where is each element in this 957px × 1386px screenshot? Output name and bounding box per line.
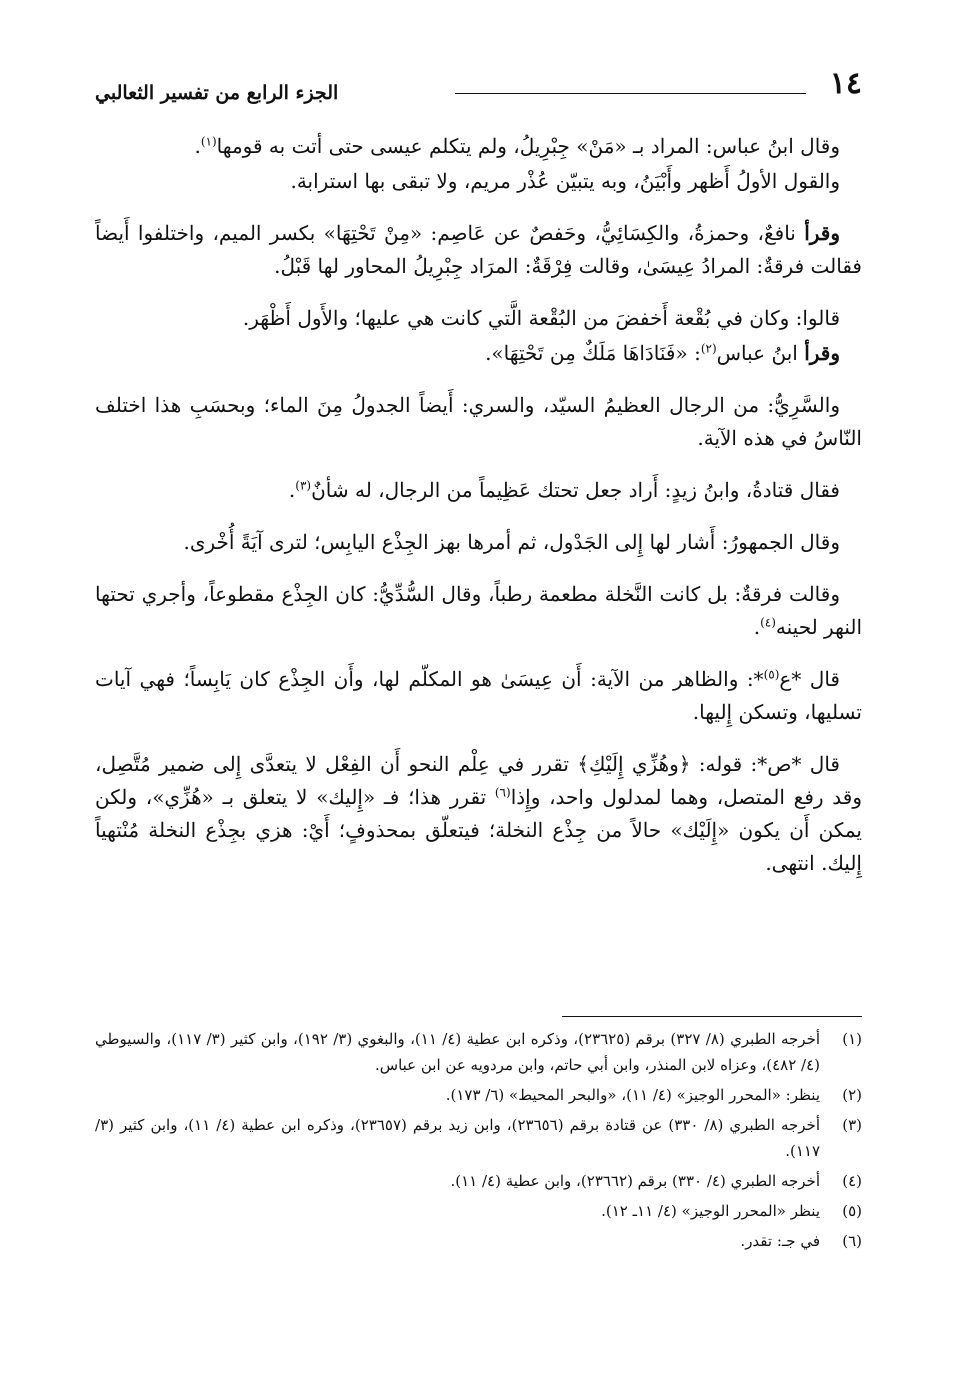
footnote-ref: (٥): [763, 667, 780, 682]
footnote-ref: (٤): [760, 615, 776, 630]
paragraph: [95, 217, 862, 283]
paragraph: [95, 165, 862, 198]
paragraph: [95, 748, 862, 880]
footnote-ref: (١): [200, 134, 217, 149]
text-span: قال *ع: [779, 667, 840, 691]
text-span: فقال قتادةُ، وابنُ زيدٍ: أَراد جعل تحتك عَظِيماً من الرجال، له شأنٌ: [311, 478, 840, 502]
footnotes: [95, 1026, 862, 1258]
paragraph: [95, 337, 862, 370]
text-span: .: [194, 134, 201, 158]
page-number: ١٤: [829, 66, 862, 101]
text-span: والسَّرِيُّ: من الرجال العظيمُ السيّد، والسري: أَيضاً الجدولُ مِنَ الماء؛ وبحسَبِ هذا اختلف النّاسُ في هذه الآية.: [95, 393, 862, 450]
text-span: : «فَنَادَاهَا مَلَكٌ مِن تَحْتِهَا».: [485, 341, 701, 365]
paragraph: [95, 663, 862, 729]
paragraph: [95, 526, 862, 559]
text-span: قال *ص*: قوله: ﴿وهُزِّي إِلَيْكِ﴾ تقرر في عِلْم النحو أَن الفِعْل لا يتعدَّى إِلى ضمير مُتَّصِل، وقد رفع المتصل، وهما لمدلول واحد، وإِذا: [95, 752, 862, 809]
bold-lead: وقرأ: [804, 221, 840, 245]
paragraph: [95, 389, 862, 455]
footnote: [95, 1026, 862, 1078]
footnote-text: ينظر: «المحرر الوجيز» (٤/ ١١)، «والبحر المحيط» (٦/ ١٧٣).: [445, 1086, 820, 1104]
text-span: وقال ابنُ عباس: المراد بـ «مَنْ» جِبْرِيلُ، ولم يتكلم عيسى حتى أتت به قومها: [216, 134, 840, 158]
running-title: الجزء الرابع من تفسير الثعالبي: [95, 82, 339, 104]
footnote-number: (٤): [842, 1172, 862, 1190]
paragraph: [95, 130, 862, 163]
page-header: [95, 64, 862, 116]
footnote-number: (١): [842, 1030, 862, 1048]
footnote-ref: (٦): [494, 785, 511, 800]
footnote: [95, 1082, 862, 1108]
paragraph: [95, 474, 862, 507]
text-span: تقرر هذا؛ فـ «إِليك» لا يتعلق بـ «هُزِّي»، ولكن يمكن أَن يكون «إِلَيْك» حالاً من جِذْع النخلة؛ فيتعلّق بمحذوفٍ؛ أَيْ: هزي بجِذْع النخلة مُنْتهياً إِليك. انتهى.: [95, 785, 862, 875]
text-span: .: [753, 615, 761, 639]
text-span: قالوا: وكان في بُقْعة أَخفضَ من البُقْعة الَّتي كانت هي عليها؛ والأَول أَظْهَر.: [242, 306, 840, 330]
text-span: والقول الأولُ أَظهر وأَبْيَنُ، وبه يتبيّن عُذْر مريم، ولا تبقى بها استرابة.: [290, 169, 840, 193]
footnote-number: (٣): [842, 1116, 862, 1134]
bold-lead: وقرأ: [804, 341, 840, 365]
text-span: .: [288, 478, 296, 502]
footnote: [95, 1112, 862, 1164]
paragraph: [95, 578, 862, 644]
footnote-text: أخرجه الطبري (٨/ ٣٢٧) برقم (٢٣٦٢٥)، وذكره ابن عطية (٤/ ١١)، والبغوي (٣/ ١٩٢)، وابن كثير (٣/ ١١٧)، والسيوطي (٤/ ٤٨٢)، وعزاه لابن المنذر، وابن أبي حاتم، وابن مردويه عن ابن عباس.: [95, 1030, 821, 1074]
footnote-number: (٢): [842, 1086, 862, 1104]
footnote: [95, 1168, 862, 1194]
footnote-text: في جـ: تقدر.: [740, 1232, 820, 1250]
text-span: ابنُ عباس: [716, 341, 805, 365]
footnote: [95, 1228, 862, 1254]
footnote-separator: [562, 1016, 862, 1017]
text-span: نافعٌ، وحمزةُ، والكِسَائِيُّ، وحَفصٌ عن عَاصِم: «مِنْ تَحْتِهَا» بكسر الميم، واختلفوا أَيضاً فقالت فرقةٌ: المرادُ عِيسَىٰ، وقالت فِرْقَةٌ: المرَاد جِبْرِيلُ المحاور لها قَبْلُ.: [95, 221, 862, 278]
text-span: *: والظاهر من الآية: أَن عِيسَىٰ هو المكلّم لها، وأَن الجِذْع كان يَابِساً؛ فهي آيات تسليها، وتسكن إِليها.: [95, 667, 862, 724]
footnote-ref: (٢): [700, 341, 717, 356]
header-rule: [455, 93, 806, 94]
footnote-number: (٥): [842, 1202, 862, 1220]
footnote: [95, 1198, 862, 1224]
paragraph: [95, 302, 862, 335]
footnote-ref: (٣): [295, 478, 312, 493]
footnote-text: أخرجه الطبري (٨/ ٣٣٠) عن قتادة برقم (٢٣٦٥٦)، وابن زيد برقم (٢٣٦٥٧)، وذكره ابن عطية (٤/ ١١)، وابن كثير (٣/ ١١٧).: [95, 1116, 820, 1160]
text-span: وقالت فرقةٌ: بل كانت النَّخلة مطعمة رطباً، وقال السُّدِّيُّ: كان الجِذْع مقطوعاً، وأجري تحتها النهر لحينه: [95, 582, 862, 639]
footnote-text: أخرجه الطبري (٤/ ٣٣٠) برقم (٢٣٦٦٢)، وابن عطية (٤/ ١١).: [450, 1172, 820, 1190]
footnote-number: (٦): [842, 1232, 862, 1250]
main-text: [95, 130, 862, 899]
text-span: وقال الجمهورُ: أَشار لها إِلى الجَدْول، ثم أمرها بهز الجِذْع اليابِس؛ لترى آيَةً أُخْرى.: [183, 530, 840, 554]
footnote-text: ينظر «المحرر الوجيز» (٤/ ١١ـ ١٢).: [601, 1202, 820, 1220]
